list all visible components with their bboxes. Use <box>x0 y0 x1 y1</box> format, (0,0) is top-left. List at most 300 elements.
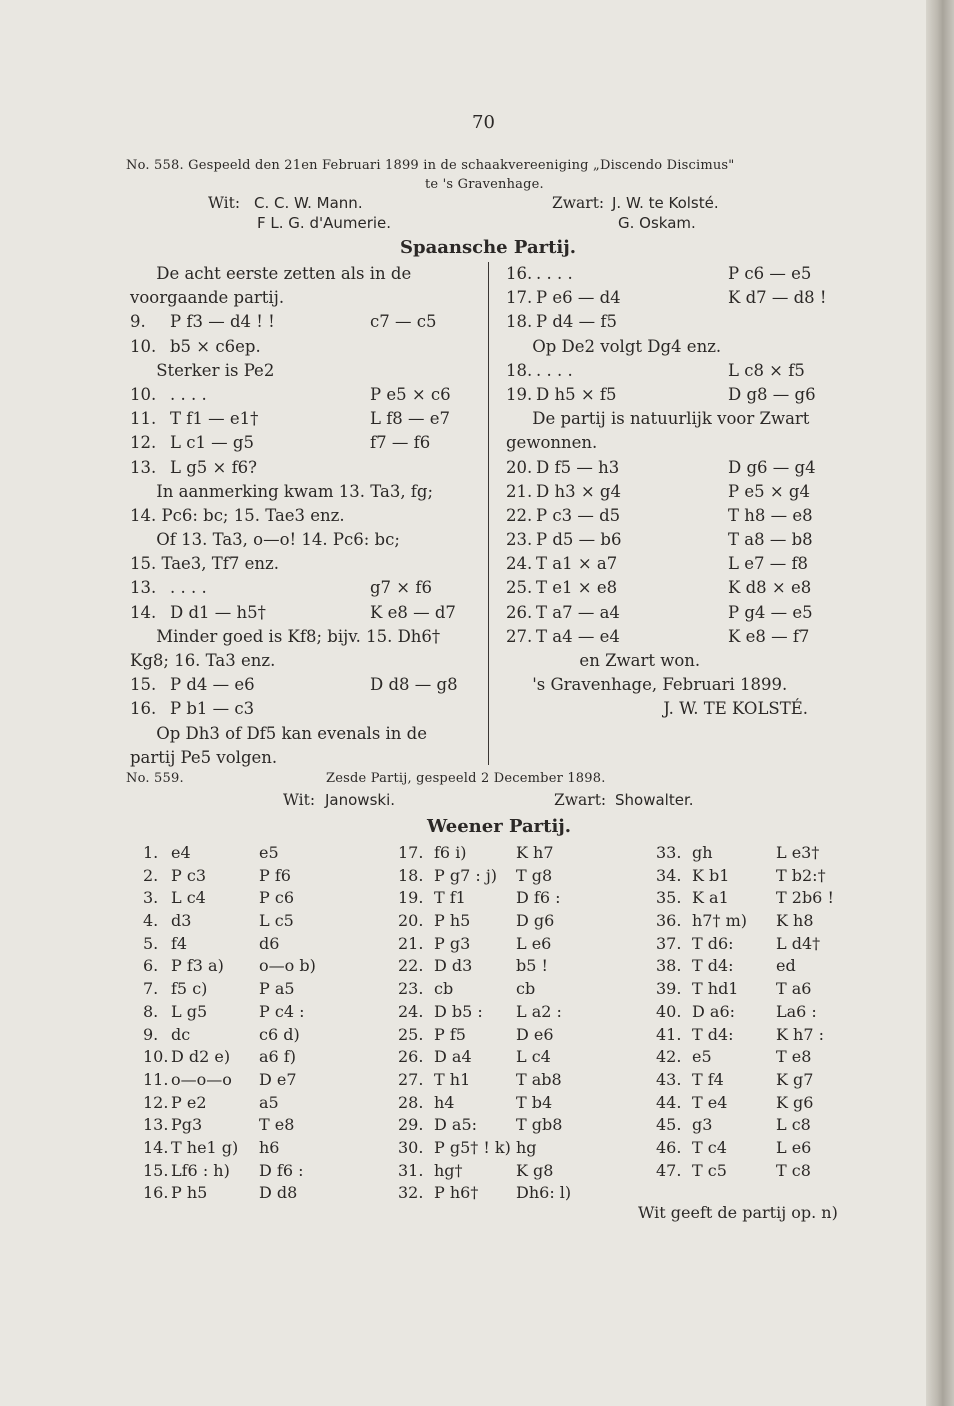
move-number: 20. <box>398 911 424 931</box>
move-row <box>130 456 478 480</box>
black-move: D g6 <box>516 911 555 931</box>
commentary-text: Op Dh3 of Df5 kan evenals in de <box>130 723 428 743</box>
white-move: D h5 × f5 <box>536 384 617 404</box>
black-move: D d8 <box>259 1183 298 1203</box>
move-number: 17. <box>398 843 424 862</box>
commentary-text: gewonnen. <box>506 433 598 453</box>
move-number: 17. <box>506 288 533 308</box>
black-move: K g7 <box>776 1069 814 1089</box>
move-row <box>143 978 323 1001</box>
black-move: K h8 <box>776 911 814 931</box>
column-divider <box>488 262 489 765</box>
white-move: D h3 × g4 <box>536 481 621 501</box>
opening-title-559: Weener Partij. <box>427 816 572 837</box>
white-player-1: C. C. W. Mann. <box>254 194 363 212</box>
black-move: K e8 — f7 <box>728 626 810 646</box>
move-number: 9. <box>130 312 146 332</box>
black-move: P g4 — e5 <box>728 602 813 622</box>
move-number: 40. <box>656 1001 682 1021</box>
scan-edge <box>926 0 954 1406</box>
move-number: 30. <box>398 1137 424 1157</box>
text-line <box>130 746 478 770</box>
move-number: 26. <box>398 1047 424 1067</box>
black-move: a5 <box>259 1092 279 1112</box>
black-move: T c8 <box>776 1160 811 1180</box>
move-number: 21. <box>398 933 424 953</box>
move-number: 33. <box>656 843 682 862</box>
page-number: 70 <box>472 112 495 133</box>
black-move: f7 — f6 <box>370 433 431 453</box>
white-move: . . . . <box>170 384 207 404</box>
black-move: K e8 — d7 <box>370 602 456 622</box>
commentary-text: 14. Pc6: bc; 15. Tae3 enz. <box>130 505 345 525</box>
white-move: P d4 — e6 <box>170 675 255 695</box>
move-row <box>398 1137 598 1160</box>
white-move: T f1 <box>434 888 466 908</box>
move-number: 18. <box>506 312 533 332</box>
move-number: 2. <box>143 865 159 885</box>
move-number: 35. <box>656 888 682 908</box>
black-move: T g8 <box>516 865 553 885</box>
move-row <box>398 1046 598 1069</box>
move-number: 10. <box>130 336 157 356</box>
move-row <box>130 431 478 455</box>
move-number: 11. <box>143 1069 169 1089</box>
game-559-header: Zesde Partij, gespeeld 2 December 1898. <box>326 771 606 786</box>
move-number: 18. <box>506 360 533 380</box>
white-move: D b5 : <box>434 1001 483 1021</box>
game-559-column-2 <box>398 842 598 1205</box>
move-row <box>656 1046 856 1069</box>
move-number: 45. <box>656 1115 682 1135</box>
white-move: T c4 <box>692 1137 727 1157</box>
white-move: T f4 <box>692 1069 724 1089</box>
white-move: b5 × c6ep. <box>170 336 261 356</box>
move-row <box>398 1024 598 1047</box>
move-row <box>506 262 851 286</box>
white-label: Wit: <box>208 194 241 212</box>
move-row <box>143 1160 323 1183</box>
black-move: c6 d) <box>259 1024 300 1044</box>
move-number: 28. <box>398 1092 424 1112</box>
commentary-text: Sterker is Pe2 <box>130 360 275 380</box>
move-number: 25. <box>506 578 533 598</box>
move-row <box>506 383 851 407</box>
white-move: L g5 <box>171 1001 208 1021</box>
move-row <box>506 552 851 576</box>
move-number: 29. <box>398 1115 424 1135</box>
game-559-column-1 <box>143 842 323 1205</box>
move-row <box>130 335 478 359</box>
black-move: L c4 <box>516 1047 551 1067</box>
text-line <box>130 504 478 528</box>
black-move: D f6 : <box>516 888 561 908</box>
white-move: . . . . <box>536 264 573 283</box>
move-row <box>656 887 856 910</box>
move-row <box>398 1114 598 1137</box>
move-row <box>130 383 478 407</box>
move-number: 25. <box>398 1024 424 1044</box>
black-move: L c5 <box>259 911 294 931</box>
move-number: 42. <box>656 1047 682 1067</box>
commentary-text: De partij is natuurlijk voor Zwart <box>506 409 810 429</box>
move-row <box>130 576 478 600</box>
black-move: K d7 — d8 ! <box>728 288 827 308</box>
black-move: La6 : <box>776 1001 817 1021</box>
move-number: 19. <box>398 888 424 908</box>
move-number: 10. <box>130 384 157 404</box>
black-move: L e3† <box>776 843 820 862</box>
move-row <box>143 1092 323 1115</box>
black-move: T gb8 <box>516 1115 563 1135</box>
black-move: ed <box>776 956 796 976</box>
black-move: P f6 <box>259 865 291 885</box>
commentary-text: J. W. TE KOLSTÉ. <box>506 699 808 719</box>
move-row <box>130 407 478 431</box>
white-move: D a4 <box>434 1047 472 1067</box>
white-move: L c1 — g5 <box>170 433 254 453</box>
move-number: 34. <box>656 865 682 885</box>
move-row <box>656 1092 856 1115</box>
white-move: P f5 <box>434 1024 466 1044</box>
move-number: 37. <box>656 933 682 953</box>
move-number: 14. <box>130 602 157 622</box>
commentary-text: voorgaande partij. <box>130 288 285 308</box>
move-number: 32. <box>398 1183 424 1203</box>
move-row <box>398 978 598 1001</box>
black-move: L e6 <box>516 933 552 953</box>
commentary-text: Kg8; 16. Ta3 enz. <box>130 651 276 670</box>
move-row <box>656 865 856 888</box>
move-row <box>398 1160 598 1183</box>
move-number: 23. <box>506 530 533 550</box>
black-player-1: J. W. te Kolsté. <box>612 194 719 212</box>
black-move: P e5 × g4 <box>728 481 810 501</box>
white-move: T e1 × e8 <box>536 578 618 598</box>
move-number: 12. <box>130 433 157 453</box>
move-number: 11. <box>130 409 157 429</box>
black-move: P c6 <box>259 888 294 908</box>
white-move: P h6† <box>434 1183 479 1203</box>
white-move: T a7 — a4 <box>536 602 620 622</box>
move-row <box>398 955 598 978</box>
move-number: 6. <box>143 956 159 976</box>
text-line <box>130 649 478 673</box>
white-move: P f3 — d4 ! ! <box>170 312 275 332</box>
game-558-left-column <box>130 262 478 770</box>
move-number: 3. <box>143 888 159 908</box>
black-move: K h7 <box>516 843 554 862</box>
game-558-right-column <box>506 262 851 722</box>
white-move: T a4 — e4 <box>536 626 620 646</box>
black-move: L d4† <box>776 933 821 953</box>
black-move: D d8 — g8 <box>370 675 458 695</box>
black-move: T a8 — b8 <box>728 530 813 550</box>
black-move: a6 f) <box>259 1047 296 1067</box>
move-number: 22. <box>506 505 533 525</box>
move-number: 21. <box>506 481 533 501</box>
move-row <box>398 1182 598 1205</box>
move-number: 13. <box>143 1115 169 1135</box>
text-line <box>130 359 478 383</box>
black-move: L f8 — e7 <box>370 409 451 429</box>
white-player-2: F L. G. d'Aumerie. <box>257 214 392 232</box>
game-559-ending: Wit geeft de partij op. n) <box>638 1203 838 1222</box>
white-move: D d2 e) <box>171 1047 231 1067</box>
move-row <box>143 1069 323 1092</box>
move-number: 36. <box>656 911 682 931</box>
white-move: D d1 — h5† <box>170 602 266 622</box>
move-row <box>143 1024 323 1047</box>
black-move: D g6 — g4 <box>728 457 816 477</box>
black-move: T e8 <box>259 1115 295 1135</box>
move-row <box>506 310 851 334</box>
game-558-header: No. 558. Gespeeld den 21en Februari 1899 in de schaakvereeniging „Discendo Discimus" <box>126 158 735 173</box>
black-move: P c4 : <box>259 1001 305 1021</box>
black-player-2: G. Oskam. <box>618 214 696 232</box>
move-number: 15. <box>130 675 157 695</box>
black-move: D g8 — g6 <box>728 384 816 404</box>
game-558-location: te 's Gravenhage. <box>425 177 544 192</box>
move-row <box>656 1137 856 1160</box>
black-label: Zwart: <box>552 194 605 212</box>
white-move: Pg3 <box>171 1115 203 1135</box>
black-move: T a6 <box>776 979 812 999</box>
white-move: T hd1 <box>692 979 739 999</box>
white-move: g3 <box>692 1115 713 1135</box>
text-line <box>130 286 478 310</box>
white-player-559: Janowski. <box>325 791 396 809</box>
white-move: cb <box>434 979 454 999</box>
opening-title-558: Spaansche Partij. <box>400 237 577 258</box>
white-move: P b1 — c3 <box>170 699 255 719</box>
move-row <box>656 933 856 956</box>
white-move: . . . . <box>536 360 573 380</box>
move-number: 27. <box>506 626 533 646</box>
commentary-text: Of 13. Ta3, o—o! 14. Pc6: bc; <box>130 530 400 550</box>
move-row <box>506 576 851 600</box>
white-move: P h5 <box>171 1183 208 1203</box>
commentary-text: 15. Tae3, Tf7 enz. <box>130 554 279 574</box>
move-row <box>506 359 851 383</box>
move-row <box>130 697 478 721</box>
black-move: o—o b) <box>259 956 316 976</box>
white-move: T d4: <box>692 956 734 976</box>
white-move: o—o—o <box>171 1069 232 1089</box>
move-row <box>130 673 478 697</box>
black-move: T ab8 <box>516 1069 562 1089</box>
black-move: hg <box>516 1137 537 1157</box>
move-number: 39. <box>656 979 682 999</box>
black-move: L e7 — f8 <box>728 554 809 574</box>
black-move: c7 — c5 <box>370 312 437 332</box>
white-move: gh <box>692 843 713 862</box>
white-move: h4 <box>434 1092 455 1112</box>
white-move: T a1 × a7 <box>536 554 618 574</box>
move-number: 8. <box>143 1001 159 1021</box>
black-label-559: Zwart: <box>554 791 607 809</box>
move-number: 24. <box>398 1001 424 1021</box>
move-number: 23. <box>398 979 424 999</box>
move-number: 15. <box>143 1160 169 1180</box>
commentary-text: De acht eerste zetten als in de <box>130 264 412 283</box>
move-row <box>656 1069 856 1092</box>
white-move: P e2 <box>171 1092 207 1112</box>
text-line <box>130 625 478 649</box>
white-move: . . . . <box>170 578 207 598</box>
black-move: T 2b6 ! <box>776 888 834 908</box>
black-move: T b2:† <box>776 865 826 885</box>
move-number: 24. <box>506 554 533 574</box>
white-move: d3 <box>171 911 192 931</box>
move-row <box>143 1137 323 1160</box>
move-number: 16. <box>130 699 157 719</box>
move-number: 4. <box>143 911 159 931</box>
black-move: e5 <box>259 843 279 862</box>
move-number: 43. <box>656 1069 682 1089</box>
text-line <box>130 552 478 576</box>
move-row <box>143 865 323 888</box>
black-move: T b4 <box>516 1092 553 1112</box>
move-row <box>656 978 856 1001</box>
white-move: P g7 : j) <box>434 865 498 885</box>
move-number: 16. <box>506 264 533 283</box>
white-move: D a5: <box>434 1115 478 1135</box>
black-move: cb <box>516 979 536 999</box>
black-move: K h7 : <box>776 1024 824 1044</box>
move-number: 16. <box>143 1183 169 1203</box>
black-move: D f6 : <box>259 1160 304 1180</box>
white-move: P g5† ! k) <box>434 1137 511 1157</box>
black-move: P e5 × c6 <box>370 384 451 404</box>
move-number: 10. <box>143 1047 169 1067</box>
move-number: 27. <box>398 1069 424 1089</box>
move-number: 31. <box>398 1160 424 1180</box>
move-number: 41. <box>656 1024 682 1044</box>
move-row <box>398 910 598 933</box>
move-row <box>398 1092 598 1115</box>
white-move: D f5 — h3 <box>536 457 620 477</box>
white-move: K b1 <box>692 865 730 885</box>
white-move: L g5 × f6? <box>170 457 258 477</box>
text-line <box>506 431 851 455</box>
white-move: D d3 <box>434 956 473 976</box>
black-move: Dh6: l) <box>516 1183 572 1203</box>
black-move: P a5 <box>259 979 295 999</box>
black-move: h6 <box>259 1137 280 1157</box>
move-number: 1. <box>143 843 159 862</box>
text-line <box>506 697 851 721</box>
white-move: P c3 — d5 <box>536 505 621 525</box>
black-move: K g6 <box>776 1092 814 1112</box>
move-number: 14. <box>143 1137 169 1157</box>
move-row <box>506 480 851 504</box>
move-row <box>143 842 323 865</box>
move-row <box>143 1114 323 1137</box>
white-move: T c5 <box>692 1160 727 1180</box>
white-move: K a1 <box>692 888 729 908</box>
move-number: 12. <box>143 1092 169 1112</box>
move-row <box>130 310 478 334</box>
move-number: 38. <box>656 956 682 976</box>
black-move: L a2 : <box>516 1001 562 1021</box>
white-move: P g3 <box>434 933 471 953</box>
black-move: D e6 <box>516 1024 554 1044</box>
move-row <box>143 1001 323 1024</box>
text-line <box>506 649 851 673</box>
text-line <box>130 262 478 286</box>
game-559-column-3 <box>656 842 856 1182</box>
black-move: b5 ! <box>516 956 548 976</box>
white-move: P e6 — d4 <box>536 288 621 308</box>
move-number: 47. <box>656 1160 682 1180</box>
text-line <box>506 407 851 431</box>
move-number: 20. <box>506 457 533 477</box>
commentary-text: 's Gravenhage, Februari 1899. <box>506 675 788 695</box>
black-player-559: Showalter. <box>615 791 694 809</box>
move-row <box>398 1069 598 1092</box>
black-move: P c6 — e5 <box>728 264 812 283</box>
text-line <box>130 722 478 746</box>
white-label-559: Wit: <box>283 791 316 809</box>
black-move: K g8 <box>516 1160 554 1180</box>
text-line <box>130 528 478 552</box>
text-line <box>506 673 851 697</box>
black-move: g7 × f6 <box>370 578 432 598</box>
text-line <box>506 335 851 359</box>
white-move: hg† <box>434 1160 463 1180</box>
commentary-text: Minder goed is Kf8; bijv. 15. Dh6† <box>130 626 441 646</box>
move-row <box>143 1046 323 1069</box>
white-move: T d4: <box>692 1024 734 1044</box>
white-move: f4 <box>171 933 188 953</box>
move-number: 46. <box>656 1137 682 1157</box>
commentary-text: en Zwart won. <box>506 651 701 670</box>
commentary-text: partij Pe5 volgen. <box>130 747 278 767</box>
black-move: K d8 × e8 <box>728 578 812 598</box>
black-move: T h8 — e8 <box>728 505 813 525</box>
white-move: L c4 <box>171 888 206 908</box>
white-move: f5 c) <box>171 979 208 999</box>
white-move: P d5 — b6 <box>536 530 622 550</box>
black-move: d6 <box>259 933 280 953</box>
black-move: L e6 <box>776 1137 812 1157</box>
move-number: 5. <box>143 933 159 953</box>
move-row <box>656 955 856 978</box>
move-number: 18. <box>398 865 424 885</box>
white-move: f6 i) <box>434 843 467 862</box>
move-row <box>656 1114 856 1137</box>
white-move: T he1 g) <box>171 1137 239 1157</box>
white-move: Lf6 : h) <box>171 1160 230 1180</box>
black-move: L c8 × f5 <box>728 360 805 380</box>
move-row <box>506 456 851 480</box>
commentary-text: Op De2 volgt Dg4 enz. <box>506 336 722 356</box>
white-move: dc <box>171 1024 191 1044</box>
black-move: T e8 <box>776 1047 812 1067</box>
move-row <box>398 933 598 956</box>
commentary-text: In aanmerking kwam 13. Ta3, fg; <box>130 481 434 501</box>
move-row <box>506 625 851 649</box>
move-row <box>506 286 851 310</box>
move-row <box>398 887 598 910</box>
move-row <box>506 504 851 528</box>
text-line <box>130 480 478 504</box>
white-move: e5 <box>692 1047 712 1067</box>
move-row <box>143 1182 323 1205</box>
move-row <box>656 1160 856 1183</box>
game-559-number: No. 559. <box>126 771 184 786</box>
